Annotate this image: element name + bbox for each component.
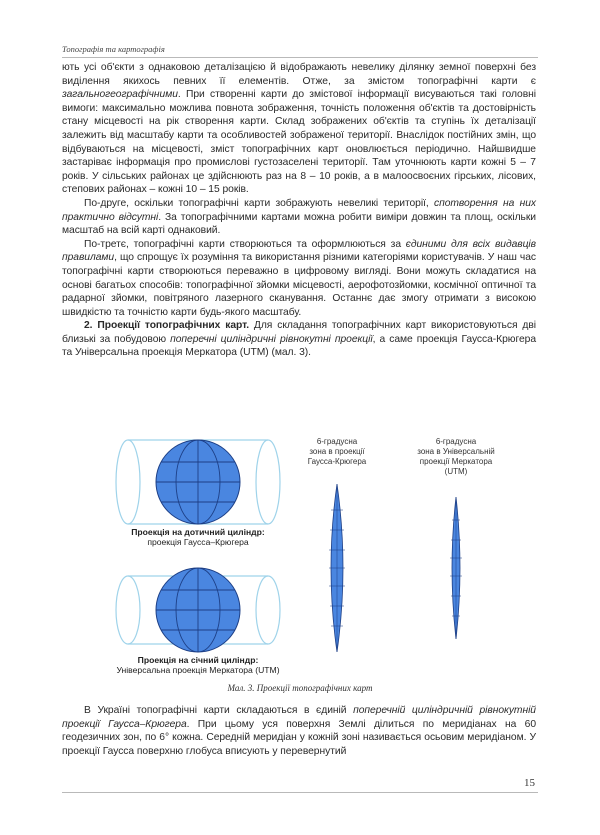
gauss-zone-icon	[329, 484, 345, 652]
paragraph-2-text-after: . За топографічними картами можна робити виміри довжин та площ, оскільки масштаб на всій карті однаковий.	[62, 211, 536, 237]
paragraph-1-text-after: . При створенні карти до змістової інформації висуваються такі головні вимоги: максимально можлива повнота зображення, точність положення об'єктів та достовірність стану місцевості на рік створення карти. Склад зображених об'єктів та ступінь їх деталізації залежить від масштабу карти та особливостей зображеної території. Внаслідок постійних змін, що відбуваються на місцевості, зміст топографічних карт оновлюється періодично. Найшвидше застаріває інформація про промислові густозаселені території. Там уточнюють карти кожні 5 – 7 років. У сільських районах це здійснюють раз на 8 – 10 років, а в малоосвоєних гірських, лісових, степових районах – кожні 10 – 15 років.	[62, 89, 536, 196]
utm-zone-label	[401, 437, 511, 477]
paragraph-1-italic: загальногеографічними	[62, 89, 178, 101]
tangent-cylinder	[116, 440, 280, 524]
gauss-zone-label-line3: Гаусса-Крюгера	[307, 457, 367, 466]
paragraph-2	[62, 197, 536, 238]
secant-caption	[78, 655, 318, 675]
paragraph-3-italic: єдиними для всіх видавців правилами	[62, 238, 536, 264]
tangent-caption-subtitle: проекція Гаусса–Крюгера	[147, 537, 249, 547]
utm-zone-label-line2: зона в Універсальній	[417, 447, 495, 456]
page-number: 15	[524, 777, 535, 789]
utm-zone-label-line1: 6-градусна	[435, 437, 477, 446]
running-head-title: Топографія та картографія	[62, 44, 165, 54]
globe-bottom-icon	[156, 568, 240, 652]
gauss-zone-label-line2: зона в проекції	[309, 447, 365, 456]
tangent-caption-title: Проекція на дотичний циліндр:	[131, 527, 265, 537]
globe-top-icon	[156, 440, 240, 524]
utm-zone-label-line3: проекції Меркатора	[419, 457, 493, 466]
text-block-top	[62, 61, 536, 360]
footer-rule	[62, 792, 538, 793]
paragraph-2-text: По-друге, оскільки топографічні карти зображують невеликі території,	[84, 197, 434, 209]
secant-caption-subtitle: Універсальна проекція Меркатора (UTM)	[116, 665, 280, 675]
secant-cylinder	[116, 576, 280, 644]
secant-caption-title: Проекція на січний циліндр:	[137, 655, 259, 665]
header-rule	[62, 57, 538, 58]
paragraph-3-text-after: , що спрощує їх розуміння та використання різними категоріями користувачів. У наш час топографічні карти створюються переважно в цифровому вигляді. Вони можуть складатися на основі багатьох способів: топографічної зйомки місцевості, аерофотозйомки, космічної оптичної та радарної зйомки, повітряного лазерного сканування. Останнє дає змогу отримати з високою швидкістю та точністю карти будь-якого масштабу.	[62, 252, 536, 318]
gauss-zone-label	[287, 437, 387, 467]
text-block-bottom	[62, 704, 536, 758]
section-2-italic: поперечні циліндричні рівнокутні проекції	[170, 333, 373, 345]
tangent-caption	[98, 527, 298, 547]
utm-zone-label-line4: (UTM)	[444, 467, 468, 476]
paragraph-4-italic: поперечній циліндричній рівнокутній проекції Гаусса–Крюгера	[62, 705, 536, 730]
section-2-text: Для складання топографічних карт використовуються дві близькі за побудовою	[62, 320, 536, 345]
paragraph-2-italic: спотворення на них практично відсутні	[62, 197, 536, 223]
figure-caption: Мал. 3. Проекції топографічних карт	[227, 683, 373, 693]
paragraph-4	[62, 704, 536, 758]
paragraph-3	[62, 238, 536, 320]
paragraph-1-text: ють усі об'єкти з однаковою деталізацією й відображають невелику ділянку земної поверхні без виділення якихось певних її елементів. Отже, за змістом топографічні карти є	[62, 62, 536, 87]
paragraph-4-text-after: . При цьому уся поверхня Землі ділиться по меридіанах на 60 геодезичних зон, по 6° кожна. Середній меридіан у кожній зоні називається осьовим меридіаном. У проекції Гаусса поверхню глобуса вписують у перевернутий	[62, 718, 536, 757]
paragraph-3-text: По-третє, топографічні карти створюються та оформлюються за	[84, 238, 406, 250]
section-2-title: 2. Проекції топографічних карт.	[84, 320, 250, 332]
gauss-zone-label-line1: 6-градусна	[316, 437, 358, 446]
paragraph-1	[62, 61, 536, 197]
section-2-paragraph	[62, 319, 536, 360]
utm-zone-icon	[450, 497, 462, 639]
paragraph-4-text: В Україні топографічні карти складаються в єдиній	[84, 705, 354, 716]
section-2-text-after: , а саме проекція Гаусса-Крюгера та Універсальна проекція Меркатора (UTM) (мал. 3).	[62, 333, 536, 359]
